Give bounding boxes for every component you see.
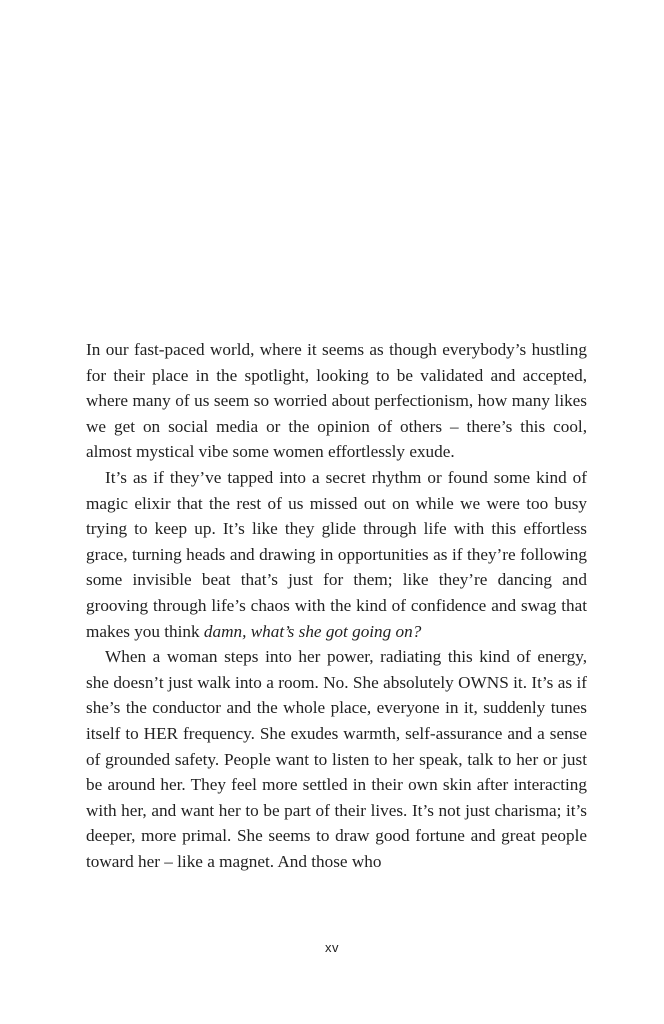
paragraph-2-italic-phrase: damn, what’s she got going on? bbox=[203, 621, 422, 641]
paragraph-2 bbox=[86, 465, 587, 644]
paragraph-1-text: In our fast-paced world, where it seems as though everybody’s hustling for their place in the spotlight, looking to be validated and accepted, where many of us seem so worried about perfectionism, how many likes we get on social media or the opinion of others – there’s this cool, almost mystical vibe some women effortlessly exude. bbox=[86, 340, 587, 462]
paragraph-3-text: When a woman steps into her power, radiating this kind of energy, she doesn’t just walk into a room. No. She absolutely OWNS it. It’s as if she’s the conductor and the whole place, everyone in it, suddenly tunes itself to HER frequency. She exudes warmth, self-assurance and a sense of grounded safety. People want to listen to her speak, talk to her or just be around her. They feel more settled in their own skin after interacting with her, and want her to be part of their lives. It’s not just charisma; it’s deeper, more primal. She seems to draw good fortune and great people toward her – like a magnet. And those who bbox=[86, 647, 587, 871]
paragraph-3 bbox=[86, 644, 587, 874]
paragraph-2-text: It’s as if they’ve tapped into a secret rhythm or found some kind of magic elixir that the rest of us missed out on while we were too busy trying to keep up. It’s like they glide through life with this effortless grace, turning heads and drawing in opportunities as if they’re following some invisible beat that’s just for them; like they’re dancing and grooving through life’s chaos with the kind of confidence and swag that makes you think bbox=[86, 467, 587, 641]
paragraph-1 bbox=[86, 337, 587, 465]
page-number: xv bbox=[325, 940, 339, 955]
body-text bbox=[86, 337, 587, 874]
